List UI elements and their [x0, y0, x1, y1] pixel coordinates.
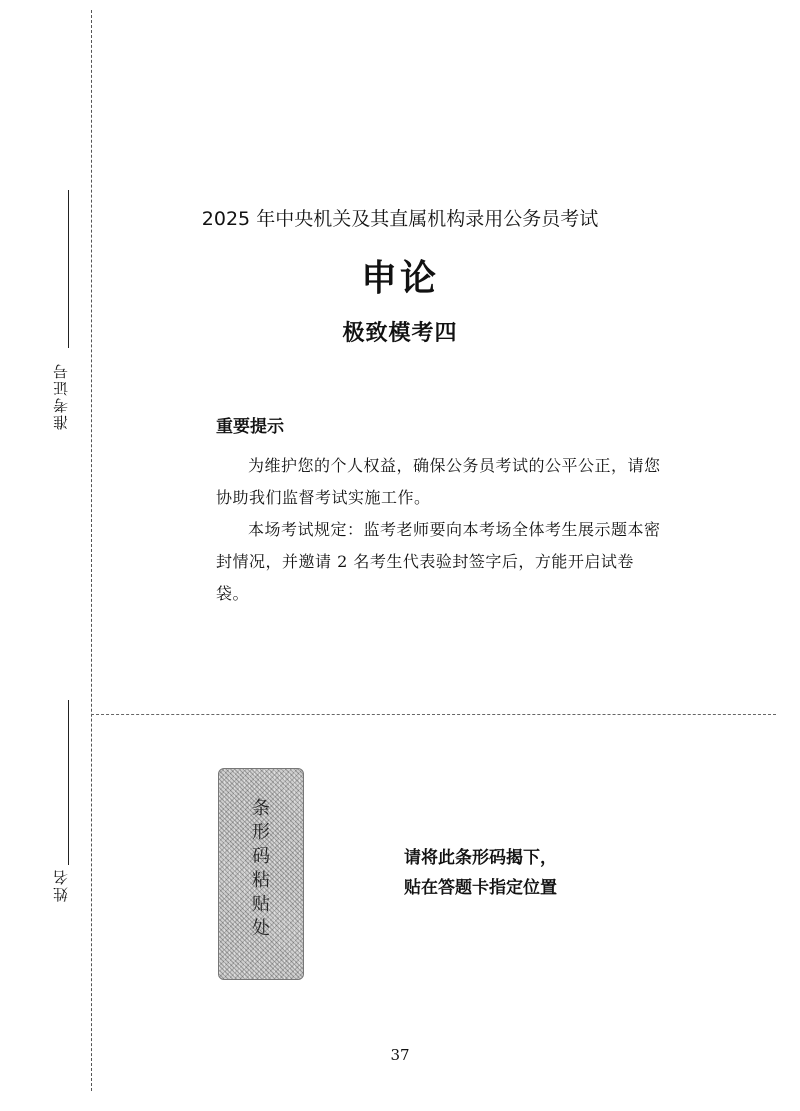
barcode-char: 条: [252, 798, 270, 819]
tear-off-line: [91, 714, 776, 715]
barcode-char: 贴: [252, 894, 270, 915]
binding-margin-line: [91, 10, 92, 1091]
notice-body: [216, 450, 666, 610]
exam-title: 2025 年中央机关及其直属机构录用公务员考试: [201, 208, 599, 230]
instruction-line: 请将此条形码揭下，: [404, 848, 557, 868]
barcode-char: 粘: [252, 870, 270, 891]
notice-paragraph: 为维护您的个人权益，确保公务员考试的公平公正，请您协助我们监督考试实施工作。: [216, 456, 661, 507]
name-label: 姓名: [52, 868, 70, 902]
series-title: 极致模考四: [342, 320, 458, 346]
barcode-sticker[interactable]: [218, 768, 304, 980]
barcode-instruction: [404, 843, 557, 903]
barcode-char: 形: [252, 822, 270, 843]
barcode-label: [219, 797, 303, 941]
instruction-line: 贴在答题卡指定位置: [404, 878, 557, 898]
name-underline: [68, 700, 69, 865]
notice-paragraph: 本场考试规定：监考老师要向本考场全体考生展示题本密封情况，并邀请 2 名考生代表验封签字后，方能开启试卷袋。: [216, 520, 661, 603]
exam-id-label: 准考证号: [52, 362, 70, 430]
page-number: 37: [390, 1046, 410, 1064]
barcode-char: 处: [252, 918, 270, 939]
barcode-char: 码: [252, 846, 270, 867]
subject-title: 申论: [360, 258, 439, 299]
notice-heading: 重要提示: [216, 417, 284, 437]
